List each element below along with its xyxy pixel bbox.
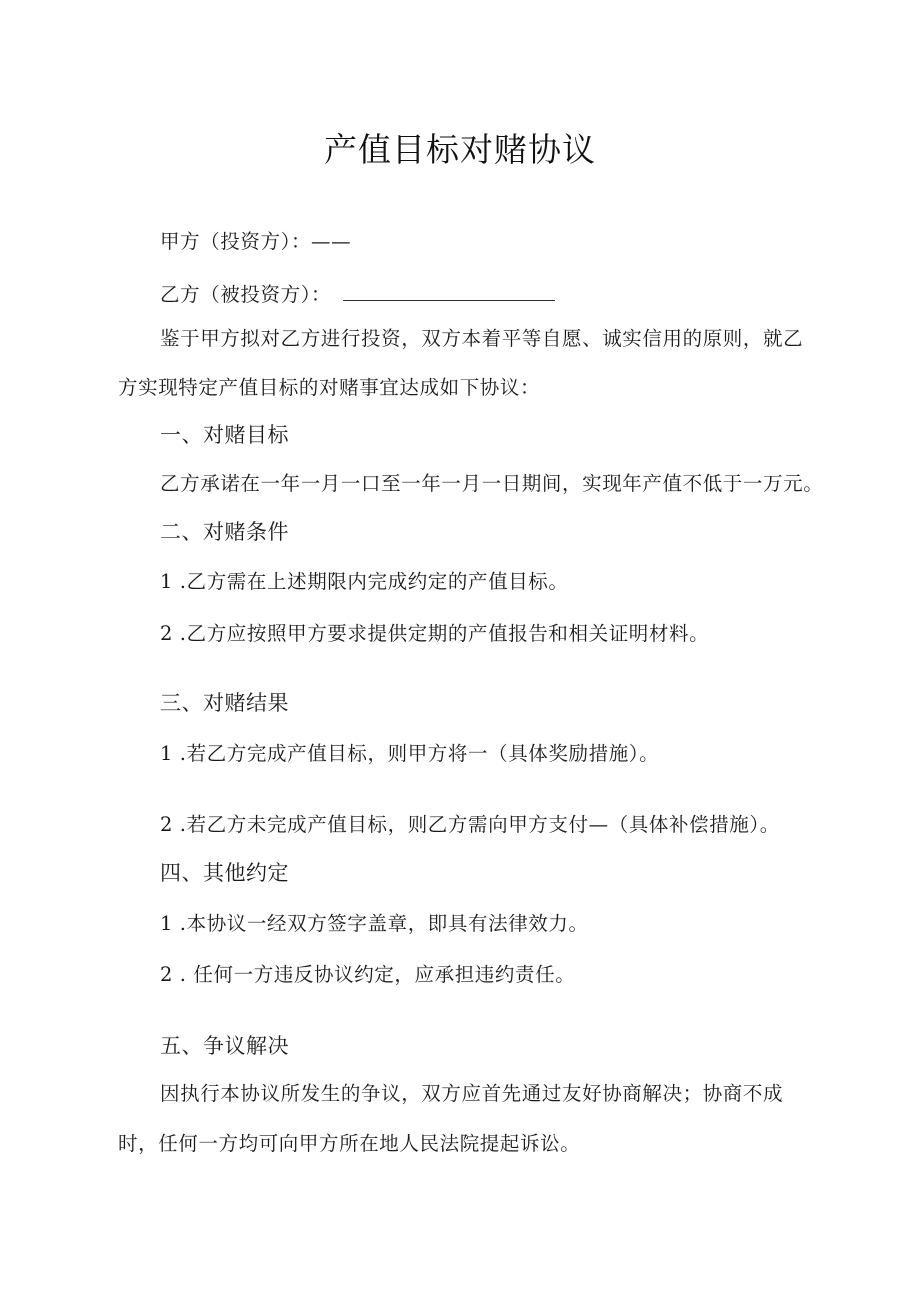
section-2-item-2: 2 .乙方应按照甲方要求提供定期的产值报告和相关证明材料。 [160, 622, 710, 645]
party-a-line: 甲方（投资方）：—— [160, 230, 352, 253]
section-4-item-2: 2 . 任何一方违反协议约定，应承担违约责任。 [160, 963, 576, 986]
preamble-line-2: 方实现特定产值目标的对赌事宜达成如下协议： [118, 376, 541, 399]
section-3-item-2: 2 .若乙方未完成产值目标，则乙方需向甲方支付—（具体补偿措施）。 [160, 813, 780, 836]
section-heading-3: 三、对赌结果 [160, 691, 289, 715]
section-heading-5: 五、争议解决 [160, 1034, 289, 1058]
party-b-line [160, 278, 555, 308]
section-5-line-1: 因执行本协议所发生的争议，双方应首先通过友好协商解决；协商不成 [160, 1082, 784, 1105]
party-b-blank-field [343, 278, 555, 301]
section-heading-1: 一、对赌目标 [160, 423, 289, 447]
section-heading-4: 四、其他约定 [160, 861, 289, 885]
party-b-label: 乙方（被投资方）： [160, 283, 332, 306]
section-2-item-1: 1 .乙方需在上述期限内完成约定的产值目标。 [160, 570, 569, 593]
section-5-line-2: 时，任何一方均可向甲方所在地人民法院提起诉讼。 [118, 1132, 581, 1155]
section-3-item-1: 1 .若乙方完成产值目标，则甲方将一（具体奖励措施）。 [160, 742, 660, 765]
preamble-line-1: 鉴于甲方拟对乙方进行投资，双方本着平等自愿、诚实信用的原则，就乙 [160, 327, 804, 350]
section-4-item-1: 1 .本协议一经双方签字盖章，即具有法律效力。 [160, 912, 589, 935]
section-1-item-1: 乙方承诺在一年一月一口至一年一月一日期间，实现年产值不低于一万元。 [160, 472, 824, 495]
section-heading-2: 二、对赌条件 [160, 520, 289, 544]
document-title: 产值目标对赌协议 [324, 130, 596, 169]
